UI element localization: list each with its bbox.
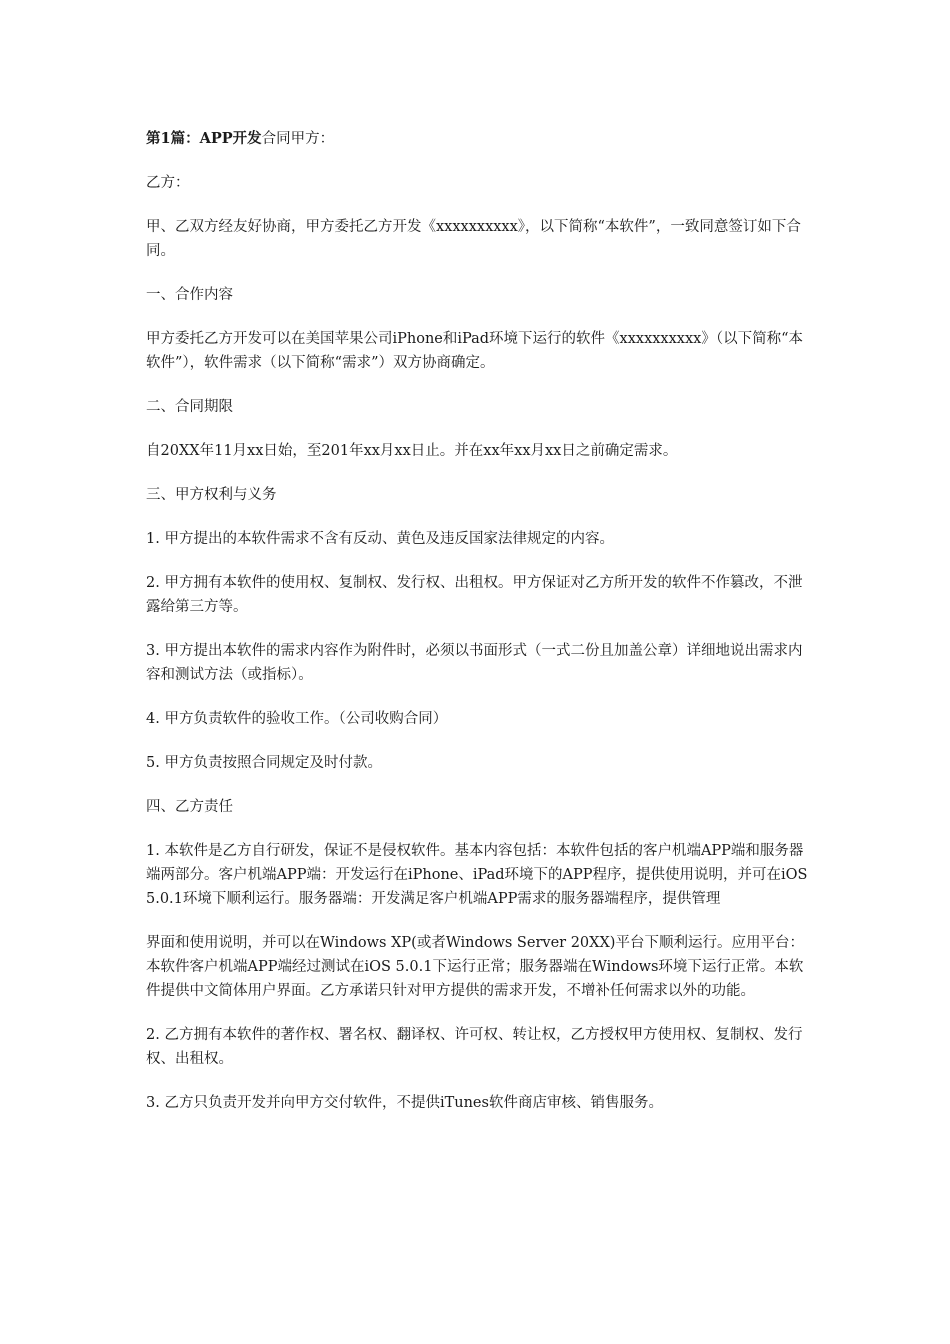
paragraph-a-4: 4. 甲方负责软件的验收工作。（公司收购合同） <box>146 711 448 727</box>
document-title <box>146 127 814 151</box>
paragraph-a-3: 3. 甲方提出本软件的需求内容作为附件时，必须以书面形式（一式二份且加盖公章）详细地说出需求内容和测试方法（或指标）。 <box>146 643 803 683</box>
paragraph-cooperation: 甲方委托乙方开发可以在美国苹果公司iPhone和iPad环境下运行的软件《xxxxxxxxxx》（以下简称“本软件”），软件需求（以下简称“需求”）双方协商确定。 <box>146 331 803 371</box>
paragraph-term: 自20XX年11月xx日始，至201年xx月xx日止。并在xx年xx月xx日之前确定需求。 <box>146 443 678 459</box>
heading-party-a-rights: 三、甲方权利与义务 <box>146 487 277 503</box>
paragraph-a-2: 2. 甲方拥有本软件的使用权、复制权、发行权、出租权。甲方保证对乙方所开发的软件不作篡改，不泄露给第三方等。 <box>146 575 803 615</box>
paragraph-b-2: 2. 乙方拥有本软件的著作权、署名权、翻译权、许可权、转让权，乙方授权甲方使用权、复制权、发行权、出租权。 <box>146 1027 803 1067</box>
paragraph-b-1-cont: 界面和使用说明，并可以在Windows XP(或者Windows Server 20XX)平台下顺利运行。应用平台：本软件客户机端APP端经过测试在iOS 5.0.1下运行正常；服务器端在Windows环境下运行正常。本软件提供中文简体用户界面。乙方承诺只针对甲方提供的需求开发，不增补任何需求以外的功能。 <box>146 935 804 999</box>
paragraph-a-5: 5. 甲方负责按照合同规定及时付款。 <box>146 755 382 771</box>
heading-term: 二、合同期限 <box>146 399 233 415</box>
paragraph-a-1: 1. 甲方提出的本软件需求不含有反动、黄色及违反国家法律规定的内容。 <box>146 531 614 547</box>
heading-cooperation: 一、合作内容 <box>146 287 233 303</box>
paragraph-b-1: 1. 本软件是乙方自行研发，保证不是侵权软件。基本内容包括：本软件包括的客户机端APP端和服务器端两部分。客户机端APP端：开发运行在iPhone、iPad环境下的APP程序，提供使用说明，并可在iOS 5.0.1环境下顺利运行。服务器端：开发满足客户机端APP需求的服务器端程序，提供管理 <box>146 843 813 907</box>
heading-party-b-duties: 四、乙方责任 <box>146 799 233 815</box>
paragraph-b-3: 3. 乙方只负责开发并向甲方交付软件，不提供iTunes软件商店审核、销售服务。 <box>146 1095 663 1111</box>
title-rest: 合同甲方： <box>261 131 335 147</box>
paragraph-intro: 甲、乙双方经友好协商，甲方委托乙方开发《xxxxxxxxxx》，以下简称“本软件”，一致同意签订如下合同。 <box>146 219 801 259</box>
paragraph-party-b: 乙方： <box>146 175 190 191</box>
document-page <box>146 127 814 1135</box>
title-bold: 第1篇：APP开发 <box>146 130 262 147</box>
